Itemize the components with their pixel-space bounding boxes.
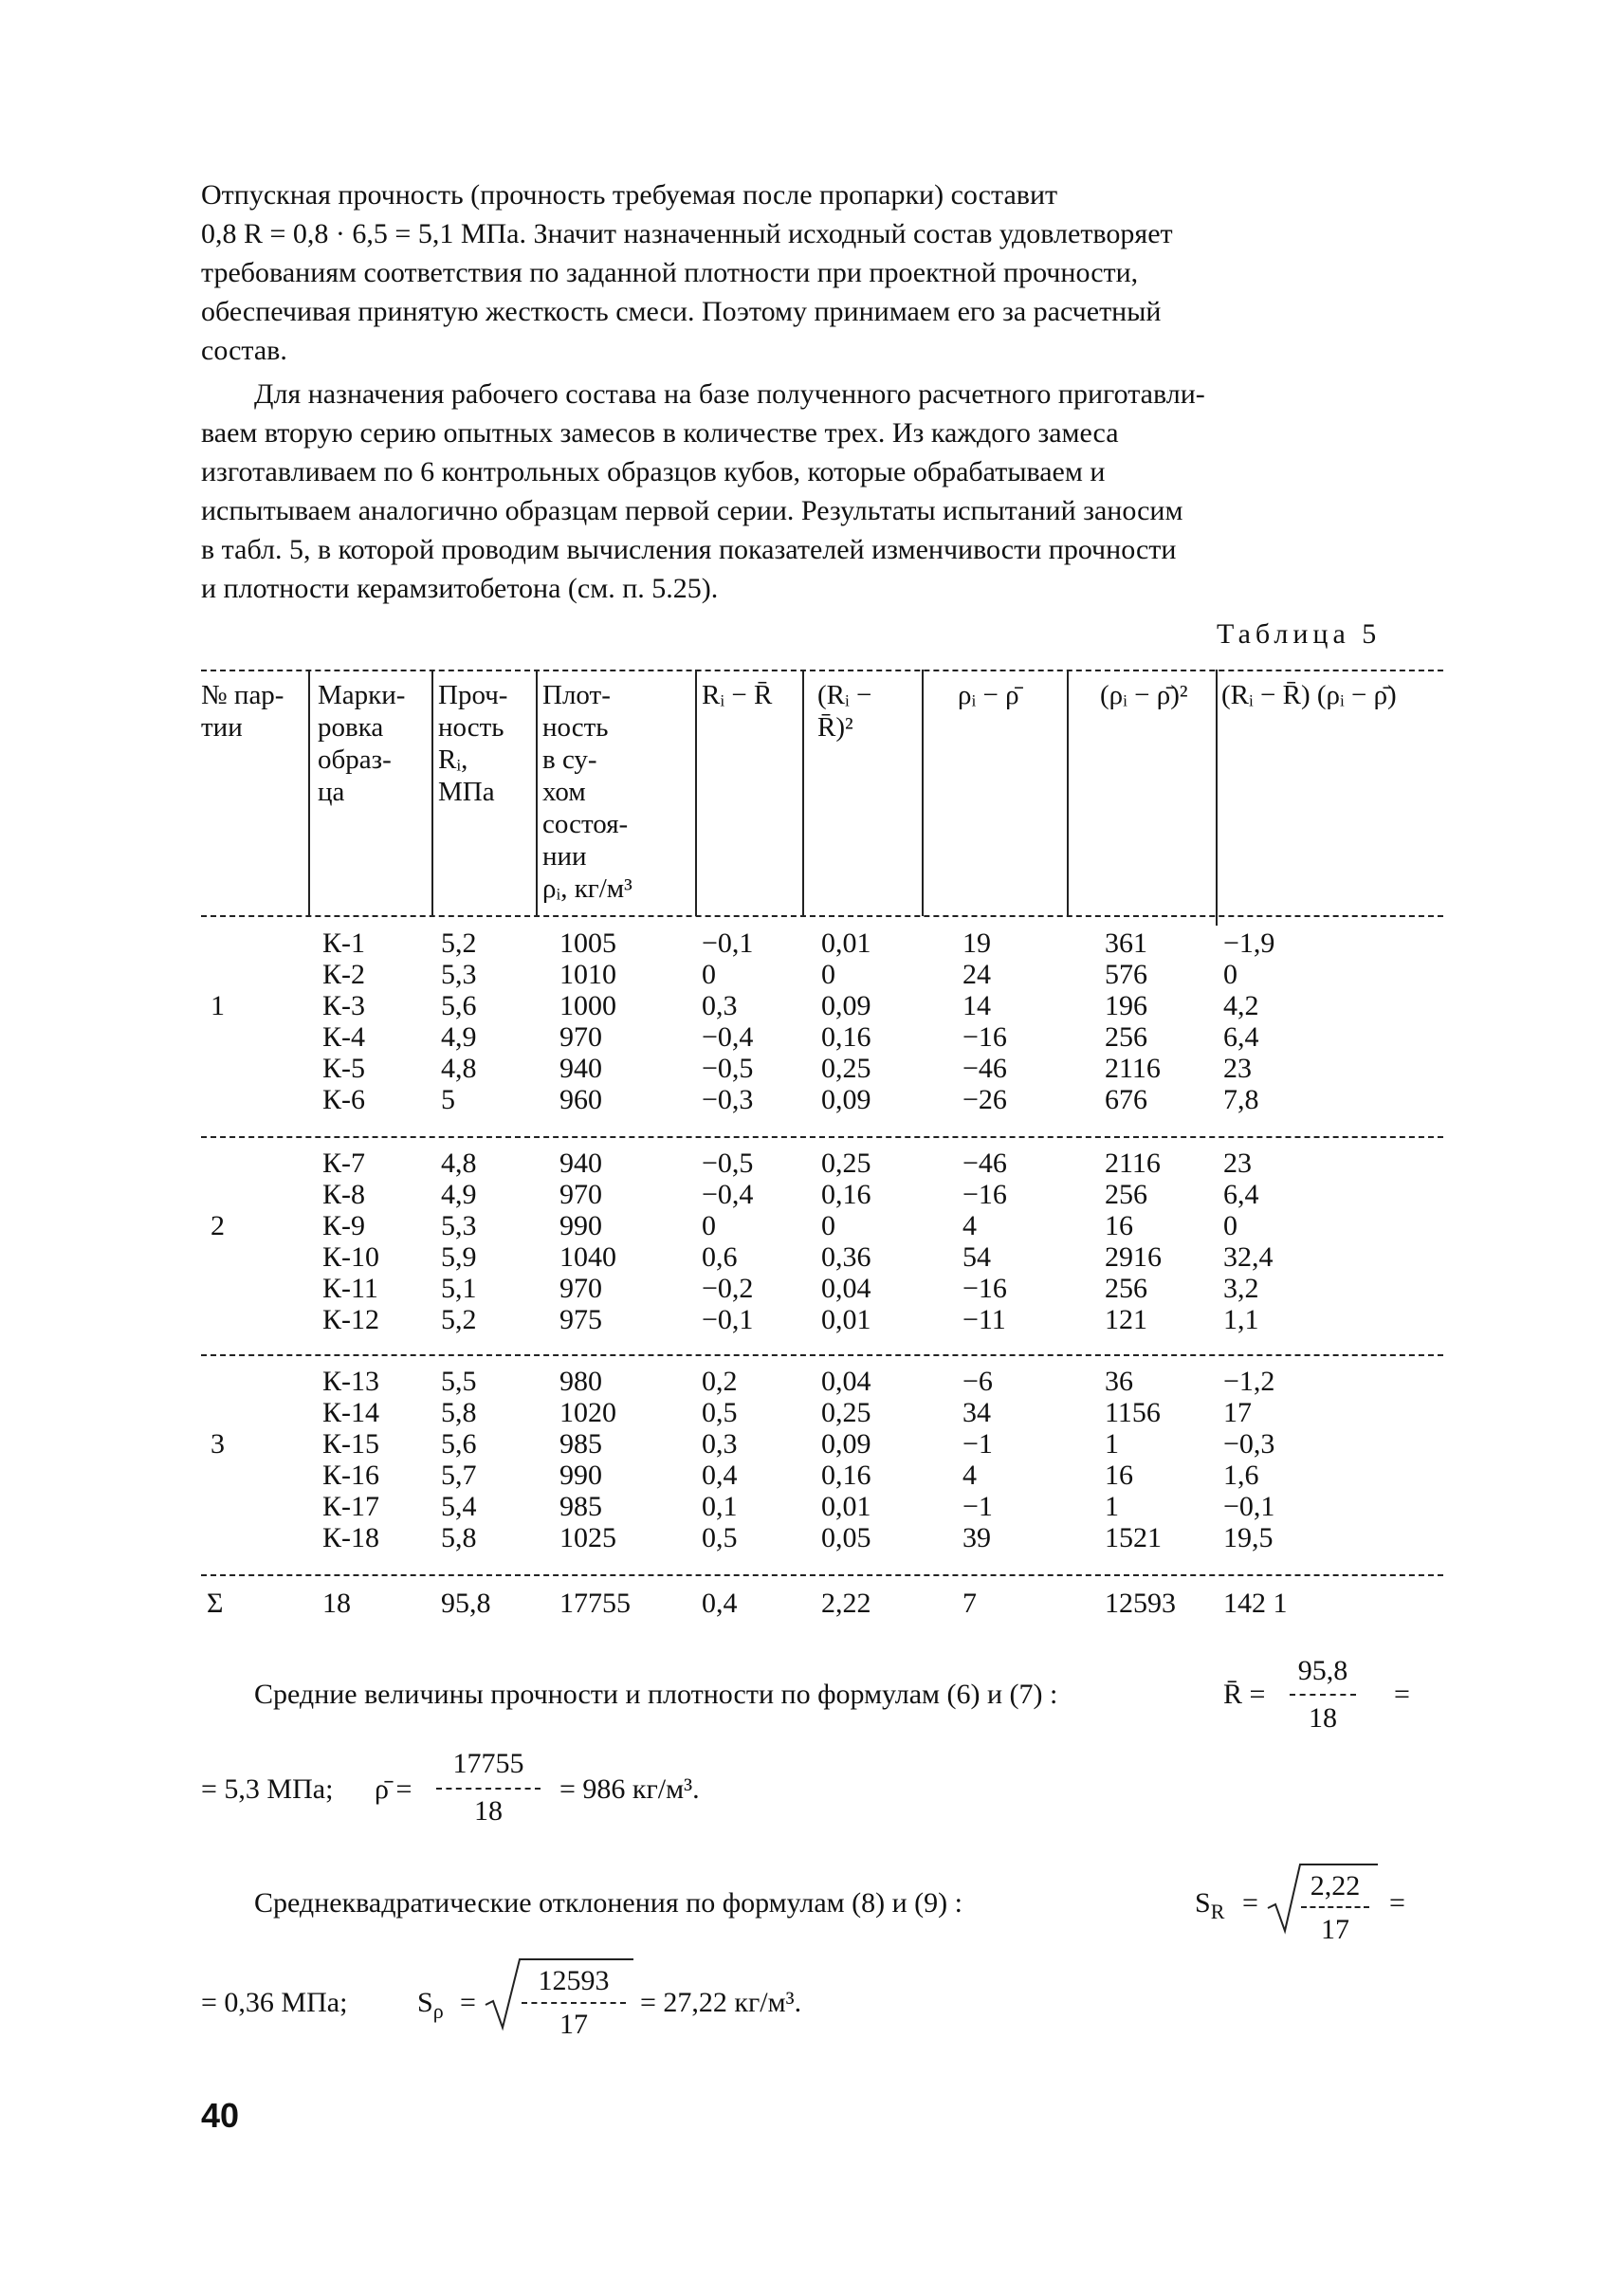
sigma-symbol: Σ [207, 1588, 224, 1619]
table-cell: 1005 [559, 928, 616, 959]
table-cell: 0,3 [702, 1428, 738, 1460]
table-cell: 1,6 [1223, 1460, 1259, 1491]
table-cell: К-9 [322, 1210, 365, 1241]
equals-sign: = [1389, 1887, 1405, 1919]
table-cell: −1 [962, 1491, 993, 1522]
table-cell: 0 [821, 959, 835, 990]
table-cell: 1 [1105, 1428, 1119, 1460]
SR-symbol: S [1195, 1887, 1211, 1919]
table-cell: 36 [1105, 1366, 1133, 1397]
header-text: (Rᵢ − R̄) (ρᵢ − ρ̄) [1221, 680, 1397, 710]
table-cell: 0,25 [821, 1053, 871, 1084]
text-line: требованиям соответствия по заданной плотности при проектной прочности, [201, 257, 1139, 288]
table-cell: −46 [962, 1148, 1007, 1179]
page-number: 40 [201, 2096, 240, 2135]
table-cell: К-3 [322, 990, 365, 1021]
table-cell: 0,16 [821, 1460, 871, 1491]
table-cell: 0 [821, 1210, 835, 1241]
table-cell: 5,8 [441, 1522, 477, 1553]
table-cell: −16 [962, 1273, 1007, 1304]
table-cell: 0,01 [821, 928, 871, 959]
table-cell: 23 [1223, 1053, 1252, 1084]
table-cell: 4,9 [441, 1179, 477, 1210]
table-cell: К-6 [322, 1084, 365, 1115]
table-cell: 0,09 [821, 990, 871, 1021]
table-cell: 5,9 [441, 1241, 477, 1273]
table-cell: 0,05 [821, 1522, 871, 1553]
table-cell: 0 [702, 1210, 716, 1241]
table-caption: Таблица 5 [1217, 618, 1382, 650]
table-cell: 5,4 [441, 1491, 477, 1522]
paragraph-1 [201, 175, 1453, 370]
table-cell: 0,5 [702, 1522, 738, 1553]
table-cell: 5,2 [441, 928, 477, 959]
table-cell: К-16 [322, 1460, 379, 1491]
table-cell: 256 [1105, 1273, 1147, 1304]
header-text: ность [438, 712, 504, 743]
group-rule [201, 1354, 1443, 1356]
sum-cell: 17755 [559, 1588, 631, 1619]
table-cell: 990 [559, 1210, 602, 1241]
table-cell: 985 [559, 1491, 602, 1522]
header-text: МПа [438, 777, 495, 807]
table-cell: −0,4 [702, 1021, 754, 1053]
sum-cell: 7 [962, 1588, 977, 1619]
table-cell: 975 [559, 1304, 602, 1335]
table-cell: 5,6 [441, 1428, 477, 1460]
table-cell: К-2 [322, 959, 365, 990]
Srho-denominator: 17 [559, 2009, 588, 2040]
header-strength [438, 679, 533, 808]
SR-subscript: R [1210, 1900, 1225, 1923]
table-cell: 0,25 [821, 1148, 871, 1179]
column-divider [536, 670, 538, 916]
column-divider [802, 670, 804, 916]
table-cell: 2116 [1105, 1148, 1161, 1179]
table-cell: 576 [1105, 959, 1147, 990]
table-cell: 0,4 [702, 1460, 738, 1491]
equals-sign: = [1242, 1887, 1258, 1919]
text-line: Отпускная прочность (прочность требуемая после пропарки) составит [201, 179, 1058, 211]
table-cell: 4,8 [441, 1053, 477, 1084]
table-cell: 0 [1223, 1210, 1237, 1241]
table-cell: 14 [962, 990, 991, 1021]
table-cell: 960 [559, 1084, 602, 1115]
table-cell: −1 [962, 1428, 993, 1460]
table-cell: К-10 [322, 1241, 379, 1273]
table-cell: 0,1 [702, 1491, 738, 1522]
equals-sign: = [1394, 1679, 1410, 1710]
column-divider [1067, 670, 1069, 916]
table-cell: К-1 [322, 928, 365, 959]
column-divider [431, 670, 433, 916]
table-cell: 121 [1105, 1304, 1147, 1335]
header-text: в су- [542, 744, 597, 775]
table-cell: 5,3 [441, 959, 477, 990]
table-cell: 39 [962, 1522, 991, 1553]
header-text: Rᵢ − R̄ [702, 680, 773, 710]
table-cell: 0,25 [821, 1397, 871, 1428]
table-cell: 19 [962, 928, 991, 959]
table-cell: 4 [962, 1460, 977, 1491]
column-divider [1216, 670, 1218, 926]
table-cell: −0,1 [702, 928, 754, 959]
table-cell: 3,2 [1223, 1273, 1259, 1304]
rho-mean-numerator: 17755 [452, 1748, 524, 1779]
table-cell: К-5 [322, 1053, 365, 1084]
table-cell: 980 [559, 1366, 602, 1397]
text-line: 0,8 R = 0,8 · 6,5 = 5,1 МПа. Значит назначенный исходный состав удовлетворяет [201, 218, 1173, 249]
sum-cell: 142 1 [1223, 1588, 1288, 1619]
table-cell: 5,2 [441, 1304, 477, 1335]
table-cell: 970 [559, 1273, 602, 1304]
header-text: (Rᵢ − [817, 680, 872, 710]
sum-cell: 12593 [1105, 1588, 1176, 1619]
table-cell: 0,36 [821, 1241, 871, 1273]
table-cell: 5,6 [441, 990, 477, 1021]
table-cell: К-11 [322, 1273, 378, 1304]
header-text: состоя- [542, 809, 629, 839]
table-cell: 4,8 [441, 1148, 477, 1179]
table-cell: 196 [1105, 990, 1147, 1021]
equals-sign: = [460, 1987, 476, 2018]
table-cell: 5 [441, 1084, 455, 1115]
text-line: состав. [201, 335, 287, 366]
table-cell: −0,5 [702, 1148, 754, 1179]
header-rho-deviation [958, 679, 1064, 711]
table-cell: 19,5 [1223, 1522, 1274, 1553]
text-line: в табл. 5, в которой проводим вычисления показателей изменчивости прочности [201, 534, 1177, 565]
table-cell: −0,4 [702, 1179, 754, 1210]
table-cell: 54 [962, 1241, 991, 1273]
table-cell: −26 [962, 1084, 1007, 1115]
fraction-bar [436, 1788, 541, 1790]
header-text: (ρᵢ − ρ̄)² [1100, 680, 1188, 710]
table-cell: 0,04 [821, 1366, 871, 1397]
table-cell: −0,1 [1223, 1491, 1275, 1522]
table-cell: 361 [1105, 928, 1147, 959]
header-text: Плот- [542, 680, 611, 710]
fraction-bar [522, 2002, 626, 2004]
sum-rule [201, 1574, 1443, 1576]
table-cell: 1020 [559, 1397, 616, 1428]
table-cell: 0,09 [821, 1084, 871, 1115]
table-cell: −0,3 [1223, 1428, 1275, 1460]
header-text: Проч- [438, 680, 508, 710]
table-cell: 34 [962, 1397, 991, 1428]
table-cell: −0,5 [702, 1053, 754, 1084]
header-text: ρᵢ, кг/м³ [542, 873, 632, 904]
column-divider [308, 670, 310, 916]
header-text: образ- [318, 744, 392, 775]
table-cell: −46 [962, 1053, 1007, 1084]
table-cell: 0,16 [821, 1179, 871, 1210]
SR-numerator: 2,22 [1310, 1870, 1361, 1901]
table-cell: 0,5 [702, 1397, 738, 1428]
R-mean-numerator: 95,8 [1297, 1655, 1348, 1686]
R-mean-lhs: R̄ = [1223, 1679, 1266, 1710]
table-cell: 1,1 [1223, 1304, 1259, 1335]
table-cell: −11 [962, 1304, 1006, 1335]
rho-mean-result: = 986 кг/м³. [559, 1773, 700, 1805]
table-cell: 7,8 [1223, 1084, 1259, 1115]
table-cell: К-18 [322, 1522, 379, 1553]
SR-lhs [1195, 1887, 1224, 1924]
table-cell: К-8 [322, 1179, 365, 1210]
header-party [201, 679, 305, 744]
column-divider [922, 670, 924, 916]
table-cell: 5,3 [441, 1210, 477, 1241]
table-cell: −6 [962, 1366, 993, 1397]
table-cell: −16 [962, 1179, 1007, 1210]
header-text: № пар- [201, 680, 284, 710]
table-cell: К-7 [322, 1148, 365, 1179]
header-text: ность [542, 712, 609, 743]
table-cell: 6,4 [1223, 1021, 1259, 1053]
table-cell: 940 [559, 1053, 602, 1084]
table-top-rule [201, 670, 1443, 671]
table-cell: К-15 [322, 1428, 379, 1460]
table-cell: 1521 [1105, 1522, 1162, 1553]
SR-denominator: 17 [1321, 1914, 1349, 1945]
table-cell: 1000 [559, 990, 616, 1021]
header-text: ровка [318, 712, 384, 743]
table-cell: 0 [1223, 959, 1237, 990]
table-cell: 0,16 [821, 1021, 871, 1053]
header-text: хом [542, 777, 586, 807]
table-cell: 676 [1105, 1084, 1147, 1115]
fraction-bar [1301, 1906, 1369, 1908]
text-line: обеспечивая принятую жесткость смеси. Поэтому принимаем его за расчетный [201, 296, 1162, 327]
table-cell: 32,4 [1223, 1241, 1274, 1273]
text-line: ваем вторую серию опытных замесов в количестве трех. Из каждого замеса [201, 417, 1119, 449]
party-number: 3 [211, 1428, 225, 1460]
rho-mean-lhs: ρ̄ = [375, 1773, 412, 1805]
table-cell: 1010 [559, 959, 616, 990]
table-cell: 0 [702, 959, 716, 990]
table-cell: 4,2 [1223, 990, 1259, 1021]
table-cell: К-14 [322, 1397, 379, 1428]
party-number: 2 [211, 1210, 225, 1241]
header-text: ρᵢ − ρ̄ [958, 680, 1019, 710]
table-cell: 1 [1105, 1491, 1119, 1522]
R-mean-result: = 5,3 МПа; [201, 1773, 334, 1805]
header-text: Rᵢ, [438, 744, 468, 775]
header-density [542, 679, 694, 905]
table-cell: 256 [1105, 1179, 1147, 1210]
rho-mean-denominator: 18 [474, 1795, 503, 1827]
table-cell: 17 [1223, 1397, 1252, 1428]
table-cell: 16 [1105, 1210, 1133, 1241]
table-cell: 24 [962, 959, 991, 990]
R-mean-denominator: 18 [1309, 1702, 1337, 1734]
table-cell: 5,7 [441, 1460, 477, 1491]
header-bottom-rule [201, 915, 1443, 917]
table-cell: 5,5 [441, 1366, 477, 1397]
table-cell: К-17 [322, 1491, 379, 1522]
header-product [1221, 679, 1449, 711]
header-rho-deviation-squared [1100, 679, 1214, 711]
table-cell: −0,2 [702, 1273, 754, 1304]
table-cell: −0,3 [702, 1084, 754, 1115]
table-cell: К-12 [322, 1304, 379, 1335]
table-cell: 2916 [1105, 1241, 1162, 1273]
means-text: Средние величины прочности и плотности по формулам (6) и (7) : [254, 1679, 1058, 1710]
header-text: ца [318, 777, 345, 807]
header-text: тии [201, 712, 243, 743]
table-cell: 970 [559, 1179, 602, 1210]
fraction-bar [1290, 1694, 1356, 1696]
table-cell: 0,01 [821, 1491, 871, 1522]
column-divider [695, 670, 697, 916]
table-cell: −16 [962, 1021, 1007, 1053]
table-cell: 6,4 [1223, 1179, 1259, 1210]
table-cell: 5,1 [441, 1273, 477, 1304]
header-text: Марки- [318, 680, 406, 710]
sum-cell: 0,4 [702, 1588, 738, 1619]
table-cell: 0,04 [821, 1273, 871, 1304]
sd-text: Среднеквадратические отклонения по формулам (8) и (9) : [254, 1887, 962, 1919]
Srho-subscript: ρ [432, 1999, 444, 2023]
table-cell: 256 [1105, 1021, 1147, 1053]
table-cell: 985 [559, 1428, 602, 1460]
table-cell: 4 [962, 1210, 977, 1241]
text-line: и плотности керамзитобетона (см. п. 5.25). [201, 573, 719, 604]
table-cell: 940 [559, 1148, 602, 1179]
sum-cell: 18 [322, 1588, 351, 1619]
Srho-lhs [417, 1987, 444, 2024]
table-cell: 0,2 [702, 1366, 738, 1397]
group-rule [201, 1136, 1443, 1138]
table-cell: 0,09 [821, 1428, 871, 1460]
table-cell: 16 [1105, 1460, 1133, 1491]
SR-result: = 0,36 МПа; [201, 1987, 348, 2018]
party-number: 1 [211, 990, 225, 1021]
Srho-symbol: S [417, 1987, 433, 2018]
table-cell: 1025 [559, 1522, 616, 1553]
table-cell: 0,6 [702, 1241, 738, 1273]
table-cell: 1040 [559, 1241, 616, 1273]
Srho-result: = 27,22 кг/м³. [640, 1987, 802, 2018]
table-cell: 990 [559, 1460, 602, 1491]
table-cell: 970 [559, 1021, 602, 1053]
table-cell: 0,01 [821, 1304, 871, 1335]
table-cell: К-4 [322, 1021, 365, 1053]
table-cell: 2116 [1105, 1053, 1161, 1084]
header-R-deviation-squared [817, 679, 920, 744]
text-line: изготавливаем по 6 контрольных образцов кубов, которые обрабатываем и [201, 456, 1106, 487]
table-cell: 1156 [1105, 1397, 1161, 1428]
Srho-numerator: 12593 [538, 1965, 610, 1996]
header-text: нии [542, 841, 587, 872]
table-cell: −0,1 [702, 1304, 754, 1335]
sum-cell: 2,22 [821, 1588, 871, 1619]
table-cell: 4,9 [441, 1021, 477, 1053]
table-cell: −1,2 [1223, 1366, 1275, 1397]
table-cell: −1,9 [1223, 928, 1275, 959]
table-cell: 5,8 [441, 1397, 477, 1428]
table-cell: К-13 [322, 1366, 379, 1397]
table-cell: 0,3 [702, 990, 738, 1021]
text-line: испытываем аналогично образцам первой серии. Результаты испытаний заносим [201, 495, 1183, 526]
sum-cell: 95,8 [441, 1588, 491, 1619]
header-R-deviation [702, 679, 800, 711]
header-text: R̄)² [817, 712, 853, 743]
paragraph-2 [201, 375, 1453, 608]
table-cell: 23 [1223, 1148, 1252, 1179]
text-line: Для назначения рабочего состава на базе полученного расчетного приготавли- [254, 378, 1205, 410]
header-sample-mark [318, 679, 430, 808]
